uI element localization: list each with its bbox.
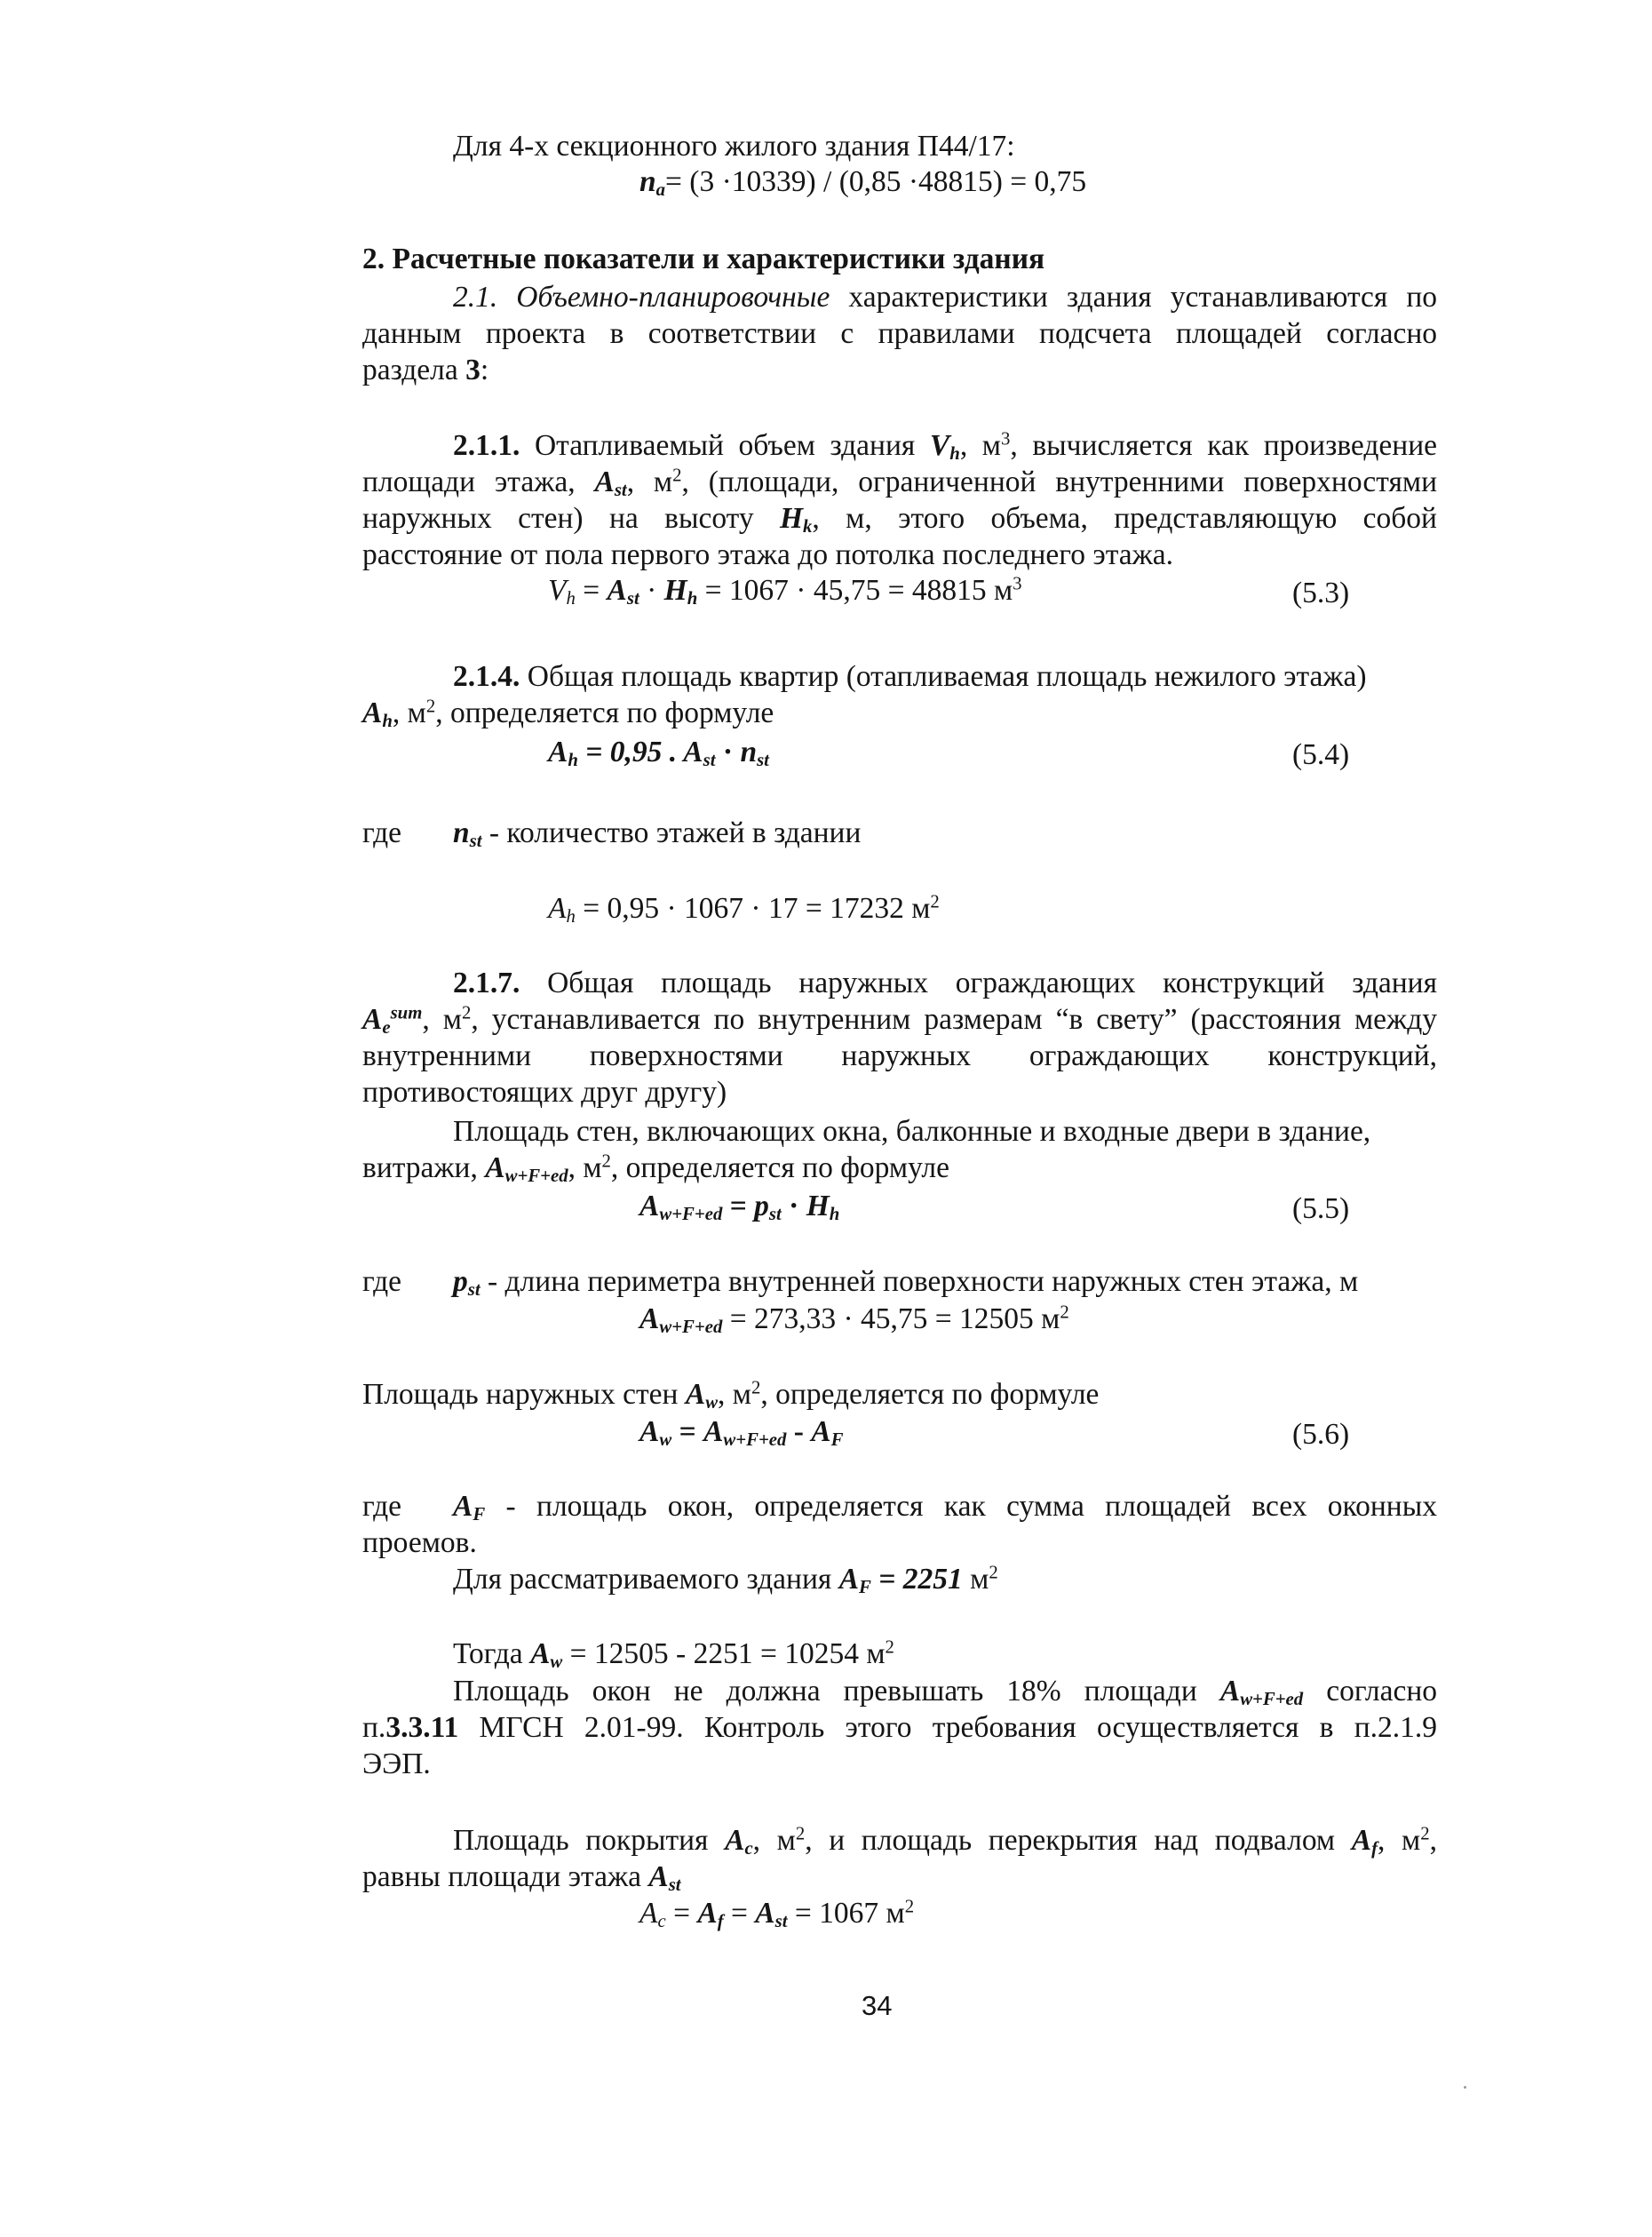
p211-line2: площади этажа, $A_{st}$, $м^2$, (площади, ограниченной внутренними поверхностями [362, 465, 1438, 501]
roof-line2: равны площади этажа $A_{st}$ [362, 1860, 681, 1896]
calc-awfed: $A_{w+F+ed} = 273,33 \cdot 45,75 = 12505$ $м^2$ [639, 1302, 1069, 1338]
calc-ah: $A_h = 0,95 \cdot 1067 \cdot 17 = 17232$ $м^2$ [548, 891, 940, 927]
p217-line1: 2.1.7. Общая площадь наружных ограждающих конструкций здания [453, 967, 1437, 999]
considered-building: Для рассматриваемого здания $A_F = 2251$ $м^2$ [453, 1562, 998, 1598]
walls-line1: Площадь стен, включающих окна, балконные и входные двери в здание, [453, 1115, 1371, 1148]
eq-number-5-5: (5.5) [1292, 1192, 1350, 1225]
walls-line2: витражи, $A_{w+F+ed}$, $м^2$, определяется по формуле [362, 1150, 949, 1187]
where-label-2: где [362, 1265, 401, 1298]
roof-line1: Площадь покрытия $A_c$, $м^2$, и площадь перекрытия над подвалом $A_f$, $м^2$, [453, 1823, 1437, 1859]
p21-line2: данным проекта в соответствии с правилами подсчета площадей согласно [362, 317, 1437, 350]
outer-walls-line: Площадь наружных стен $A_w$, $м^2$, определяется по формуле [362, 1377, 1100, 1413]
then-calc: Тогда $A_w = 12505 - 2251 = 10254$ $м^2$ [453, 1636, 894, 1673]
eq-number-5-6: (5.6) [1292, 1418, 1350, 1451]
eq-number-5-3: (5.3) [1292, 577, 1350, 609]
where-text-3-cont: проемов. [362, 1526, 477, 1559]
equation-5-5: $A_{w+F+ed} = p_{st} \cdot H_h$ [639, 1190, 840, 1225]
where-text-3: $A_F$ - площадь окон, определяется как сумма площадей всех оконных [453, 1490, 1437, 1525]
p211-line1: 2.1.1. Отапливаемый объем здания $V_h$, $м^3$, вычисляется как произведение [453, 428, 1437, 465]
page-number: 34 [862, 1990, 893, 2021]
p211-line3: наружных стен) на высоту $H_k$, м, этого объема, представляющую собой [362, 502, 1437, 537]
intro-line: Для 4-х секционного жилого здания П44/17: [453, 130, 1015, 163]
where-text-1: $n_{st}$ - количество этажей в здании [453, 816, 862, 852]
p214-line2: $A_h$, $м^2$, определяется по формуле [362, 696, 774, 732]
p217-line2: $A_e^{sum}$, $м^2$, устанавливается по внутренним размерам “в свету” (расстояния между [362, 1002, 1437, 1039]
p211-line4: расстояние от пола первого этажа до потолка последнего этажа. [362, 538, 1174, 571]
equation-5-4: $A_h = 0,95$ . $A_{st} \cdot n_{st}$ [548, 736, 769, 771]
scan-speck [1464, 2086, 1466, 2089]
p217-line4: противостоящих друг другу) [362, 1076, 727, 1109]
section-title: 2. Расчетные показатели и характеристики здания [362, 243, 1045, 275]
where-label-1: где [362, 816, 401, 849]
p217-line3: внутренними поверхностями наружных ограждающих конструкций, [362, 1039, 1437, 1072]
eq-number-5-4: (5.4) [1292, 738, 1350, 771]
windows-line2: п.3.3.11 МГСН 2.01-99. Контроль этого требования осуществляется в п.2.1.9 [362, 1711, 1437, 1744]
p21-line1: 2.1. Объемно-планировочные характеристики здания устанавливаются по [453, 281, 1437, 314]
equation-5-6: $A_w = A_{w+F+ed} - A_F$ [639, 1415, 844, 1451]
where-text-2: $p_{st}$ - длина периметра внутренней поверхности наружных стен этажа, м [453, 1265, 1359, 1301]
p214-line1: 2.1.4. Общая площадь квартир (отапливаемая площадь нежилого этажа) [453, 660, 1367, 693]
calc-roof: $A_c = A_f = A_{st} = 1067$ $м^2$ [639, 1896, 915, 1932]
where-label-3: где [362, 1490, 401, 1523]
formula-na: $n_a= (3 \cdot 10339) / (0,85 \cdot 48815) = 0,75$ [639, 165, 1087, 201]
equation-5-3: $V_h = A_{st} \cdot H_h = 1067 \cdot 45,75 = 48815$ $м^3$ [548, 573, 1022, 609]
windows-line1: Площадь окон не должна превышать 18% площади $A_{w+F+ed}$ согласно [453, 1675, 1437, 1710]
p21-line3: раздела 3: [362, 354, 489, 386]
windows-line3: ЭЭП. [362, 1747, 431, 1780]
